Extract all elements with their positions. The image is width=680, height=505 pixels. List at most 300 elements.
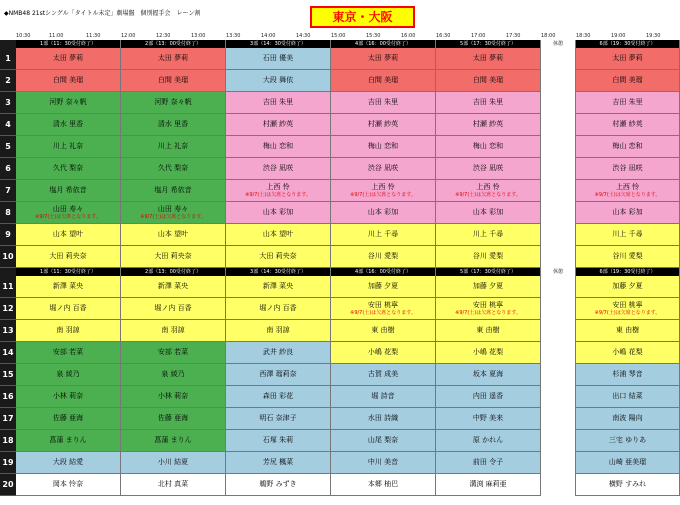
member-cell [121,342,226,364]
time-tick: 18:30 [576,33,591,39]
member-cell [576,224,680,246]
lane-number: 16 [0,386,16,408]
member-cell [16,180,121,202]
lane-row [0,114,680,136]
lane-row [0,136,680,158]
lane-number: 1 [0,48,16,70]
member-cell [436,408,541,430]
member-name: 堀ノ内 百香 [154,304,192,312]
member-name: 山本 望叶 [262,230,294,238]
lane-number: 17 [0,408,16,430]
member-cell [436,70,541,92]
member-cell [226,114,331,136]
member-name: 横野 すみれ [608,480,647,488]
member-cell [16,114,121,136]
member-cell [576,276,680,298]
lane-number: 14 [0,342,16,364]
time-tick: 14:00 [261,33,276,39]
lane-number: 11 [0,276,16,298]
member-name: 太田 夢莉 [52,54,84,62]
member-name: 西澤 瑠莉奈 [259,370,297,378]
member-cell [16,386,121,408]
member-cell [576,202,680,224]
member-cell [331,386,436,408]
member-name: 溝渕 麻莉亜 [469,480,507,488]
member-cell [331,48,436,70]
member-cell [331,320,436,342]
time-tick: 15:30 [366,33,381,39]
break-cell [541,158,576,180]
member-name: 久代 梨奈 [157,164,189,172]
member-name: 白間 美瑠 [52,76,84,84]
member-name: 太田 夢莉 [367,54,399,62]
member-name: 石田 優美 [262,54,294,62]
member-name: 上西 怜 [615,183,640,191]
member-name: 太田 夢莉 [612,54,643,62]
lane-number: 2 [0,70,16,92]
member-name: 加藤 夕夏 [612,282,643,290]
member-cell [436,48,541,70]
member-cell [16,320,121,342]
member-name: 太田 夢莉 [157,54,189,62]
lane-row [0,474,680,496]
lane-number: 6 [0,158,16,180]
time-tick: 10:30 [16,33,31,39]
member-name: 小林 莉奈 [52,392,84,400]
member-cell [121,474,226,496]
member-cell [121,48,226,70]
member-cell [16,92,121,114]
break-cell [541,92,576,114]
member-name: 白間 美瑠 [157,76,189,84]
member-cell [121,202,226,224]
member-cell [121,452,226,474]
member-name: 上西 怜 [371,183,395,191]
member-name: 川上 千尋 [367,230,399,238]
absence-note: ※9/7(土)は欠席となります。 [140,214,206,220]
member-name: 堀 詩音 [371,392,395,400]
member-cell [226,364,331,386]
lane-row [0,342,680,364]
time-tick: 15:00 [331,33,346,39]
break-cell [541,70,576,92]
member-name: 河野 奈々帆 [154,98,192,106]
member-cell [576,408,680,430]
lane-number: 5 [0,136,16,158]
session-header: 4部（16：00受付終了） [331,268,436,276]
member-cell [331,224,436,246]
member-cell [16,474,121,496]
member-name: 川上 礼奈 [52,142,84,150]
member-cell [436,276,541,298]
member-name: 本郷 柚巴 [367,480,399,488]
member-cell [121,320,226,342]
absence-note: ※9/7(土)は欠席となります。 [350,310,416,316]
member-name: 小林 莉奈 [157,392,189,400]
member-cell [226,408,331,430]
session-header: 6部（19：30受付終了） [576,40,680,48]
member-cell [121,158,226,180]
member-name: 吉田 朱里 [262,98,294,106]
member-cell [226,474,331,496]
member-name: 山本 彩加 [367,208,399,216]
member-name: 安田 桃寧 [472,301,504,309]
member-cell [121,70,226,92]
lane-row [0,408,680,430]
time-tick: 17:00 [471,33,486,39]
time-tick: 14:30 [296,33,311,39]
member-name: 吉田 朱里 [367,98,399,106]
session-header: 1部（11：30受付終了） [16,40,121,48]
member-name: 南 羽諒 [161,326,185,334]
member-cell [576,70,680,92]
member-name: 坂本 夏海 [472,370,504,378]
member-name: 村瀬 紗英 [262,120,294,128]
member-name: 泉 綾乃 [56,370,80,378]
member-name: 梅山 恋和 [367,142,399,150]
member-cell [226,430,331,452]
session-header: 5部（17：30受付終了） [436,40,541,48]
member-cell [436,246,541,268]
member-name: 東 由樹 [615,326,640,334]
member-cell [331,70,436,92]
member-name: 森田 彩花 [262,392,294,400]
member-cell [576,158,680,180]
session-header: 1部（11：30受付終了） [16,268,121,276]
absence-note: ※9/7(土)は欠席となります。 [455,310,521,316]
member-name: 白間 美瑠 [612,76,643,84]
member-cell [331,474,436,496]
member-name: 泉 綾乃 [161,370,185,378]
break-cell [541,136,576,158]
member-name: 大段 舞依 [262,76,294,84]
lane-number: 19 [0,452,16,474]
session-header: 3部（14：30受付終了） [226,40,331,48]
time-tick: 18:00 [541,33,556,39]
lane-row [0,364,680,386]
member-cell [576,298,680,320]
lane-row [0,386,680,408]
lane-number: 13 [0,320,16,342]
member-name: 谷川 愛梨 [367,252,399,260]
time-tick: 13:30 [226,33,241,39]
member-name: 川上 千尋 [472,230,504,238]
member-name: 石塚 朱莉 [262,436,294,444]
member-name: 古賀 成美 [367,370,399,378]
member-name: 菖蒲 まりん [154,436,192,444]
lane-row [0,180,680,202]
break-cell [541,276,576,298]
lane-row [0,92,680,114]
member-name: 新澤 菜央 [52,282,84,290]
member-cell [576,430,680,452]
member-name: 加藤 夕夏 [367,282,399,290]
member-name: 安部 若菜 [52,348,84,356]
member-cell [576,136,680,158]
venue-label: 東京・大阪 [310,6,415,28]
member-cell [121,386,226,408]
member-cell [16,158,121,180]
lane-row [0,320,680,342]
row-number-spacer [0,268,16,276]
member-cell [576,474,680,496]
member-cell [436,114,541,136]
break-cell [541,180,576,202]
member-cell [226,276,331,298]
lane-number: 20 [0,474,16,496]
lane-row [0,48,680,70]
member-name: 小川 結夏 [157,458,189,466]
break-cell [541,452,576,474]
member-name: 内田 遥香 [472,392,504,400]
member-name: 堀ノ内 百香 [49,304,87,312]
member-name: 堀ノ内 百香 [259,304,297,312]
member-cell [226,320,331,342]
member-cell [436,452,541,474]
session-header: 2部（13：00受付終了） [121,40,226,48]
member-cell [331,408,436,430]
session-header: 6部（19：30受付終了） [576,268,680,276]
break-cell [541,48,576,70]
member-cell [16,342,121,364]
lane-table [0,40,680,496]
member-cell [226,342,331,364]
member-name: 岡本 怜奈 [52,480,84,488]
time-tick: 19:00 [611,33,626,39]
member-cell [576,114,680,136]
member-cell [16,298,121,320]
member-cell [331,180,436,202]
member-name: 清水 里香 [52,120,84,128]
member-name: 大田 莉央奈 [49,252,87,260]
member-name: 川上 千尋 [612,230,643,238]
member-cell [576,364,680,386]
member-cell [121,430,226,452]
lane-row [0,276,680,298]
member-cell [16,276,121,298]
absence-note: ※9/7(土)は欠席となります。 [594,310,661,316]
time-tick: 12:00 [121,33,136,39]
member-cell [16,48,121,70]
section-header-row [0,268,680,276]
member-cell [16,224,121,246]
member-name: 村瀬 紗英 [612,120,643,128]
break-cell [541,298,576,320]
member-cell [226,386,331,408]
member-name: 渋谷 凪咲 [472,164,504,172]
member-cell [436,202,541,224]
lane-number: 15 [0,364,16,386]
member-cell [226,48,331,70]
member-name: 新澤 菜央 [157,282,189,290]
session-header: 3部（14：30受付終了） [226,268,331,276]
session-header: 5部（17：30受付終了） [436,268,541,276]
lane-row [0,224,680,246]
member-cell [436,430,541,452]
member-cell [436,180,541,202]
member-cell [226,158,331,180]
member-name: 村瀬 紗英 [472,120,504,128]
member-cell [16,70,121,92]
member-cell [576,92,680,114]
member-name: 河野 奈々帆 [49,98,87,106]
break-cell [541,408,576,430]
lane-number: 8 [0,202,16,224]
lane-number: 9 [0,224,16,246]
member-name: 上西 怜 [476,183,500,191]
member-name: 安部 若菜 [157,348,189,356]
member-name: 小嶋 花梨 [472,348,504,356]
member-name: 大田 莉央奈 [259,252,297,260]
lane-row [0,202,680,224]
member-cell [576,246,680,268]
member-name: 南波 陽向 [612,414,643,422]
member-name: 明石 奈津子 [259,414,297,422]
break-cell [541,474,576,496]
absence-note: ※9/7(土)は欠席となります。 [245,192,311,198]
member-cell [331,114,436,136]
member-cell [331,364,436,386]
member-name: 出口 結菜 [612,392,643,400]
member-cell [331,246,436,268]
break-cell [541,342,576,364]
time-tick: 11:00 [49,33,64,39]
member-name: 原 かれん [472,436,504,444]
time-tick: 16:30 [436,33,451,39]
member-cell [121,180,226,202]
absence-note: ※9/7(土)は欠席となります。 [350,192,416,198]
member-cell [331,342,436,364]
member-cell [226,452,331,474]
member-name: 小嶋 花梨 [612,348,643,356]
time-tick: 11:30 [86,33,101,39]
member-name: 梅山 恋和 [472,142,504,150]
break-cell [541,246,576,268]
member-name: 白間 美瑠 [367,76,399,84]
member-name: 南 羽諒 [56,326,80,334]
member-cell [576,452,680,474]
member-cell [331,158,436,180]
member-cell [226,180,331,202]
member-cell [121,224,226,246]
lane-row [0,298,680,320]
member-cell [226,136,331,158]
member-name: 吉田 朱里 [472,98,504,106]
row-number-spacer [0,40,16,48]
member-cell [16,430,121,452]
member-cell [121,114,226,136]
member-cell [436,298,541,320]
lane-number: 3 [0,92,16,114]
member-name: 谷川 愛梨 [612,252,643,260]
member-cell [226,298,331,320]
member-name: 東 由樹 [476,326,500,334]
break-cell [541,320,576,342]
member-name: 菖蒲 まりん [49,436,87,444]
member-cell [436,320,541,342]
member-cell [331,202,436,224]
lane-row [0,158,680,180]
member-cell [436,342,541,364]
member-name: 杉浦 琴音 [612,370,643,378]
lane-number: 10 [0,246,16,268]
member-cell [331,276,436,298]
member-name: 塩月 希依音 [49,186,87,194]
absence-note: ※9/7(土)は欠席となります。 [594,192,661,198]
member-cell [226,70,331,92]
lane-number: 12 [0,298,16,320]
page-title: ◆NMB48 21stシングル「タイトル未定」劇場盤 個別握手会 レーン割 [4,10,201,17]
break-cell [541,114,576,136]
break-cell [541,430,576,452]
member-cell [331,298,436,320]
member-name: 山尾 梨奈 [367,436,399,444]
member-cell [436,364,541,386]
member-cell [331,452,436,474]
member-name: 水田 詩織 [367,414,399,422]
member-cell [16,202,121,224]
member-name: 塩月 希依音 [154,186,192,194]
member-cell [121,276,226,298]
member-cell [226,246,331,268]
member-cell [121,298,226,320]
break-cell [541,364,576,386]
member-name: 三宅 ゆりあ [608,436,647,444]
member-cell [331,136,436,158]
member-cell [121,408,226,430]
member-name: 加藤 夕夏 [472,282,504,290]
member-name: 佐藤 亜海 [52,414,84,422]
time-tick: 19:30 [646,33,661,39]
member-name: 小嶋 花梨 [367,348,399,356]
member-name: 東 由樹 [371,326,395,334]
member-name: 新澤 菜央 [262,282,294,290]
member-name: 山本 彩加 [472,208,504,216]
member-name: 大段 結愛 [52,458,84,466]
section-header-row [0,40,680,48]
member-name: 安田 桃寧 [367,301,399,309]
break-cell [541,386,576,408]
break-header: 休憩 [541,268,576,276]
member-name: 山崎 亜美瑠 [608,458,647,466]
member-name: 武井 紗良 [262,348,294,356]
member-name: 大田 莉央奈 [154,252,192,260]
member-name: 渋谷 凪咲 [367,164,399,172]
member-name: 上西 怜 [266,183,290,191]
member-name: 中野 美来 [472,414,504,422]
break-cell [541,202,576,224]
member-name: 太田 夢莉 [472,54,504,62]
member-name: 久代 梨奈 [52,164,84,172]
lane-row [0,246,680,268]
member-name: 梅山 恋和 [612,142,643,150]
member-name: 山本 彩加 [612,208,643,216]
member-cell [121,246,226,268]
member-name: 山本 望叶 [157,230,189,238]
member-name: 白間 美瑠 [472,76,504,84]
time-tick: 13:00 [191,33,206,39]
member-cell [576,386,680,408]
member-name: 佐藤 亜海 [157,414,189,422]
member-cell [436,224,541,246]
member-cell [16,136,121,158]
member-name: 芳尻 楓菜 [262,458,294,466]
session-header: 4部（16：00受付終了） [331,40,436,48]
time-tick: 16:00 [401,33,416,39]
absence-note: ※9/7(土)は欠席となります。 [455,192,521,198]
member-name: 前田 令子 [472,458,504,466]
member-name: 北村 真菜 [157,480,189,488]
